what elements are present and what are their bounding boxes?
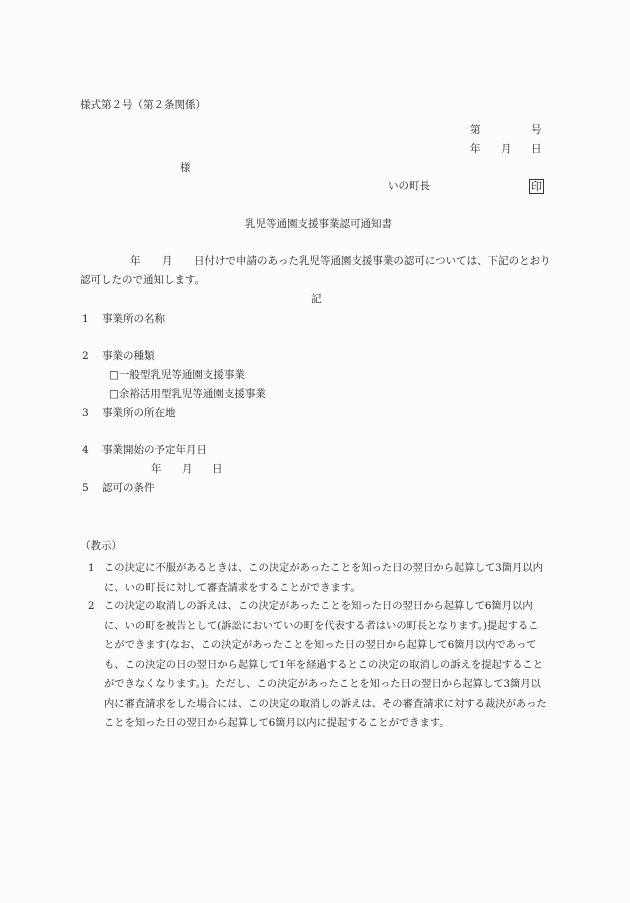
instruction-note-2 bbox=[88, 597, 548, 734]
instruction-note-1 bbox=[88, 559, 548, 598]
start-year: 年 bbox=[151, 463, 162, 475]
body-paragraph: 日付けで申請のあった乳児等通園支援事業の認可については、下記のとおり認可したので通知します。 bbox=[80, 255, 551, 286]
note-number: 1 bbox=[88, 562, 95, 574]
item-label: 事業所の名称 bbox=[102, 313, 165, 325]
checkbox-icon[interactable]: □ bbox=[109, 369, 119, 381]
item-label: 事業所の所在地 bbox=[102, 407, 176, 419]
item-label: 事業の種類 bbox=[102, 350, 155, 362]
item-number: 1 bbox=[82, 313, 89, 325]
addressee-suffix: 様 bbox=[180, 162, 191, 174]
business-type-general[interactable] bbox=[109, 370, 245, 381]
item-3 bbox=[82, 408, 176, 419]
item-5 bbox=[82, 483, 155, 494]
note-text: この決定の取消しの訴えは、この決定があったことを知った日の翌日から起算して6箇月以内に、いの町を被告として(訴訟においていの町を代表する者はいの町長となります。)提起することができます(なお、この決定があったことを知った日の翌日から起算して6箇月以内であっても、この決定の日の翌日から起算して1年を経過するとこの決定の取消しの訴えを提起することができなくなります。)。ただし、この決定があったことを知った日の翌日から起算して3箇月以内に審査請求をした場合には、この決定の取消しの訴えは、その審査請求に対する裁決があったことを知った日の翌日から起算して6箇月以内に提起することができます。 bbox=[104, 600, 547, 729]
body-month: 月 bbox=[162, 255, 173, 267]
business-type-label: 余裕活用型乳児等通園支援事業 bbox=[118, 388, 266, 400]
item-2 bbox=[82, 351, 155, 362]
item-number: 5 bbox=[82, 482, 89, 494]
business-type-surplus[interactable] bbox=[109, 389, 266, 400]
checkbox-icon[interactable]: □ bbox=[109, 388, 119, 400]
business-type-label: 一般型乳児等通園支援事業 bbox=[118, 369, 245, 381]
seal-stamp bbox=[529, 179, 544, 194]
item-number: 2 bbox=[82, 350, 89, 362]
date-day: 日 bbox=[531, 143, 542, 155]
seal-stamp-icon: 印 bbox=[531, 180, 542, 193]
start-day: 日 bbox=[212, 463, 223, 475]
body-year: 年 bbox=[130, 255, 141, 267]
start-month: 月 bbox=[182, 463, 193, 475]
item-4 bbox=[82, 445, 207, 456]
item-number: 4 bbox=[82, 444, 89, 456]
number-suffix: 号 bbox=[531, 124, 542, 136]
document-title: 乳児等通園支援事業認可通知書 bbox=[245, 218, 392, 230]
note-number: 2 bbox=[88, 600, 95, 612]
number-prefix: 第 bbox=[470, 124, 481, 136]
instruction-heading: （教示） bbox=[80, 540, 122, 552]
form-id: 様式第２号（第２条関係） bbox=[80, 99, 206, 111]
ki-label: 記 bbox=[311, 293, 322, 305]
item-label: 事業開始の予定年月日 bbox=[102, 444, 207, 456]
item-label: 認可の条件 bbox=[102, 482, 155, 494]
issuer-name: いの町長 bbox=[388, 180, 430, 192]
date-month: 月 bbox=[501, 143, 512, 155]
item-1 bbox=[82, 314, 165, 325]
note-text: この決定に不服があるときは、この決定があったことを知った日の翌日から起算して3箇月以内に、いの町長に対して審査請求をすることができます。 bbox=[104, 562, 543, 594]
date-year: 年 bbox=[470, 143, 481, 155]
item-number: 3 bbox=[82, 407, 89, 419]
